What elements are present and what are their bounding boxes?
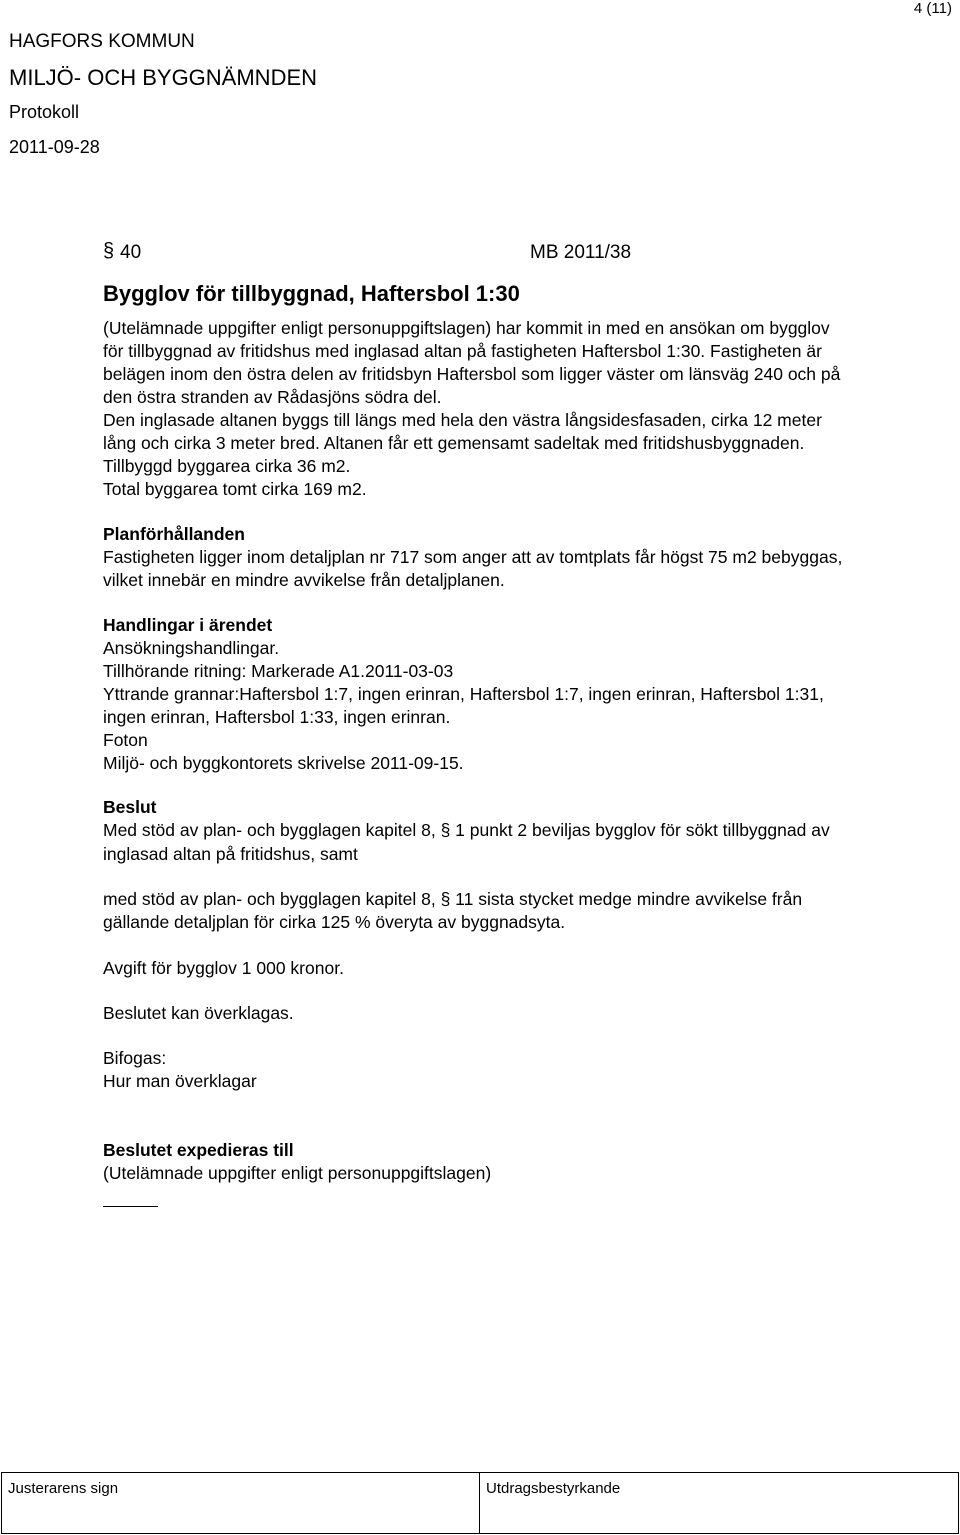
dispatch-line: (Utelämnade uppgifter enligt personuppgiftslagen) <box>103 1163 492 1183</box>
documents-line: ingen erinran, Haftersbol 1:33, ingen erinran. <box>103 707 451 727</box>
section-number: 40 <box>120 242 142 263</box>
documents-line: Yttrande grannar:Haftersbol 1:7, ingen erinran, Haftersbol 1:7, ingen erinran, Haftersbol 1:31, <box>103 684 824 704</box>
dispatch-heading: Beslutet expedieras till <box>103 1140 294 1160</box>
intro-line: för tillbyggnad av fritidshus med inglasad altan på fastigheten Haftersbol 1:30. Fastigheten är <box>103 341 822 361</box>
fee-line: Avgift för bygglov 1 000 kronor. <box>103 958 344 978</box>
case-number: MB 2011/38 <box>530 242 632 263</box>
attachment-item: Hur man överklagar <box>103 1071 257 1091</box>
document-type: Protokoll <box>9 102 80 122</box>
documents-line: Tillhörande ritning: Markerade A1.2011-03-03 <box>103 661 454 681</box>
page-number: 4 (11) <box>913 0 952 17</box>
plan-line: vilket innebär en mindre avvikelse från detaljplanen. <box>103 570 505 590</box>
certification-box <box>479 1472 959 1534</box>
decision-line: Med stöd av plan- och bygglagen kapitel 8, § 1 punkt 2 beviljas bygglov för sökt tillbyggnad av <box>103 820 830 840</box>
documents-line: Foton <box>103 730 148 750</box>
decision-line: gällande detaljplan för cirka 125 % överyta av byggnadsyta. <box>103 912 566 932</box>
reviewer-signature-box <box>1 1472 480 1534</box>
section-symbol: § <box>103 240 115 262</box>
intro-line: Tillbyggd byggarea cirka 36 m2. <box>103 456 351 476</box>
documents-line: Ansökningshandlingar. <box>103 638 280 658</box>
signature-line <box>103 1206 158 1207</box>
decision-line: med stöd av plan- och bygglagen kapitel 8, § 11 sista stycket medge mindre avvikelse från <box>103 889 803 909</box>
intro-line: den östra stranden av Rådasjöns södra del. <box>103 387 442 407</box>
plan-heading: Planförhållanden <box>103 524 245 544</box>
intro-line: belägen inom den östra delen av fritidsbyn Haftersbol som ligger väster om länsväg 240 och på <box>103 364 841 384</box>
item-title: Bygglov för tillbyggnad, Haftersbol 1:30 <box>103 281 520 306</box>
intro-line: (Utelämnade uppgifter enligt personuppgiftslagen) har kommit in med en ansökan om bygglov <box>103 318 830 338</box>
appeal-line: Beslutet kan överklagas. <box>103 1003 294 1023</box>
intro-line: lång och cirka 3 meter bred. Altanen får ett gemensamt sadeltak med fritidshusbyggnaden. <box>103 433 805 453</box>
plan-line: Fastigheten ligger inom detaljplan nr 717 som anger att av tomtplats får högst 75 m2 bebyggas, <box>103 547 843 567</box>
document-date: 2011-09-28 <box>9 137 100 157</box>
documents-line: Miljö- och byggkontorets skrivelse 2011-09-15. <box>103 753 464 773</box>
certification-label: Utdragsbestyrkande <box>486 1480 621 1497</box>
intro-line: Den inglasade altanen byggs till längs med hela den västra långsidesfasaden, cirka 12 meter <box>103 410 822 430</box>
intro-line: Total byggarea tomt cirka 169 m2. <box>103 479 367 499</box>
decision-line: inglasad altan på fritidshus, samt <box>103 844 358 864</box>
organization-name: HAGFORS KOMMUN <box>9 31 195 52</box>
documents-heading: Handlingar i ärendet <box>103 615 273 635</box>
attachment-label: Bifogas: <box>103 1048 167 1068</box>
board-name: MILJÖ- OCH BYGGNÄMNDEN <box>9 65 318 90</box>
reviewer-signature-label: Justerarens sign <box>8 1480 119 1497</box>
decision-heading: Beslut <box>103 797 157 817</box>
